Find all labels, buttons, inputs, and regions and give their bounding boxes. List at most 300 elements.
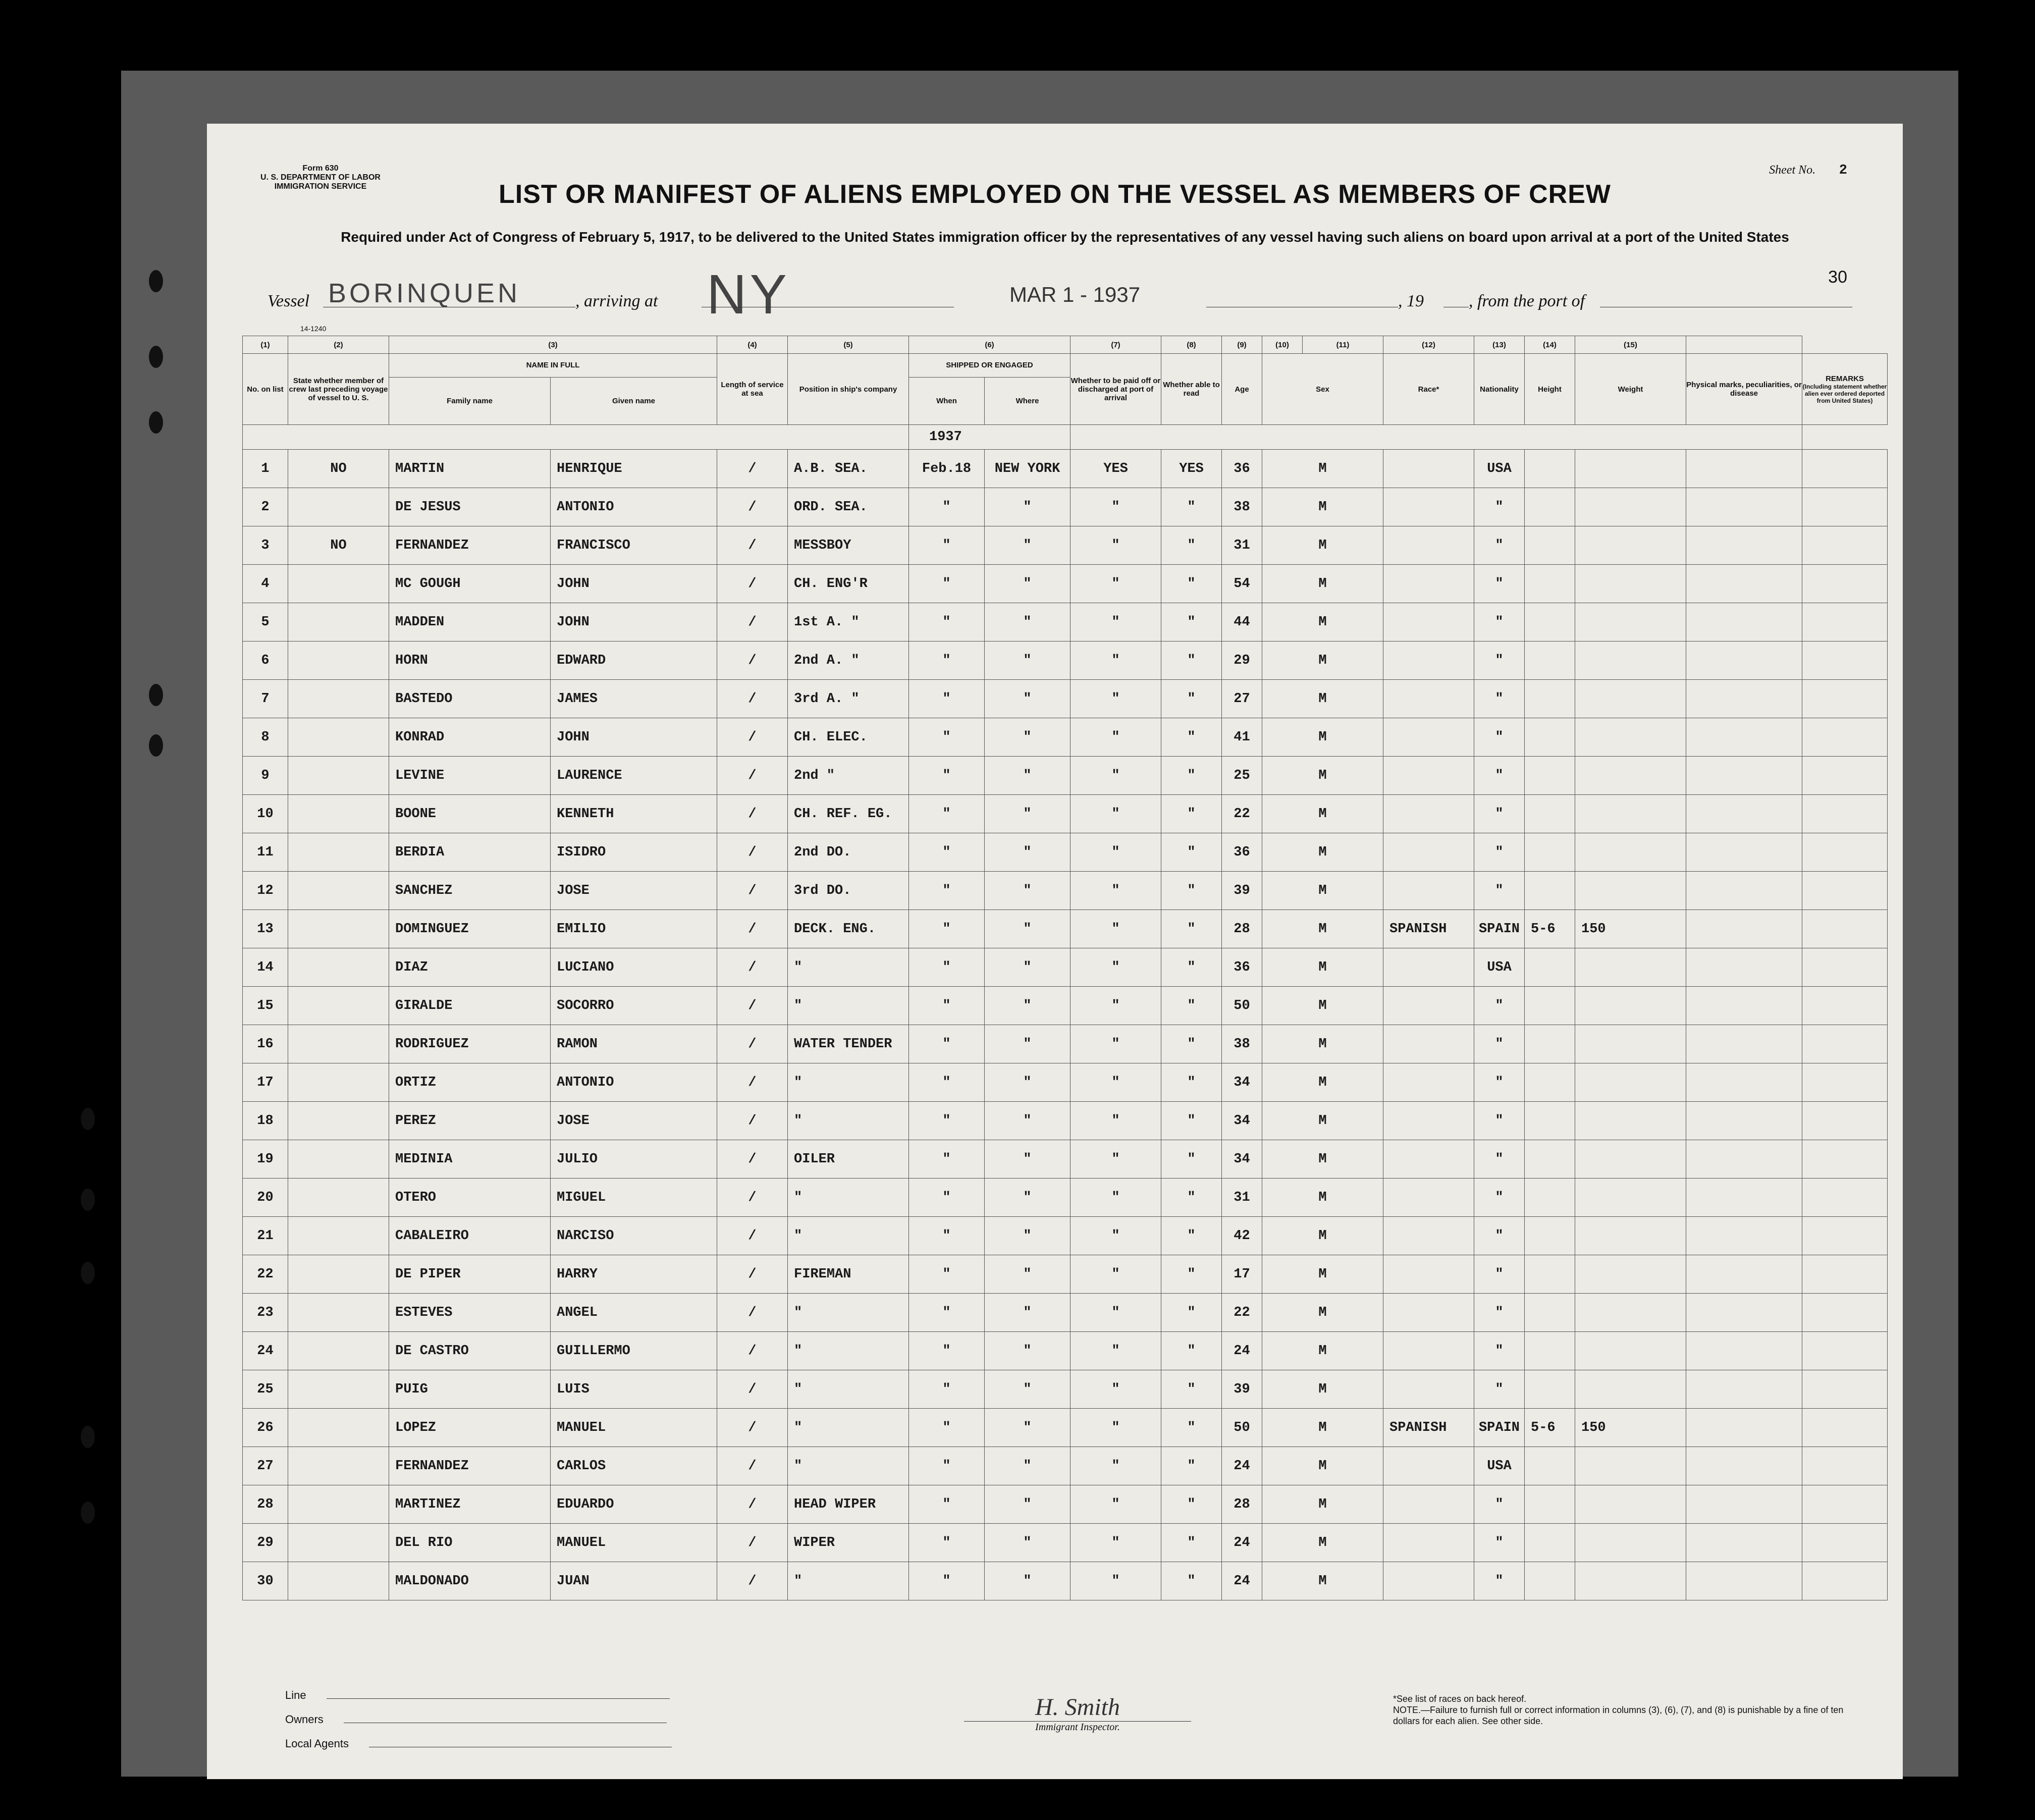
header-no-on-list: No. on list	[243, 354, 288, 425]
row-weight	[1575, 1255, 1686, 1294]
row-where: "	[985, 1294, 1070, 1332]
row-state: NO	[288, 450, 389, 488]
punch-hole	[81, 1426, 95, 1448]
row-family-name: MC GOUGH	[389, 565, 551, 603]
row-where: "	[985, 718, 1070, 757]
row-position: WIPER	[788, 1524, 909, 1562]
row-length-service: /	[717, 1562, 788, 1600]
row-weight	[1575, 1140, 1686, 1179]
row-able-read: "	[1161, 1294, 1222, 1332]
line-label: Line	[285, 1689, 306, 1701]
row-physical	[1686, 872, 1802, 910]
row-weight	[1575, 1102, 1686, 1140]
row-number: 26	[243, 1409, 288, 1447]
row-given-name: MANUEL	[551, 1524, 717, 1562]
row-physical	[1686, 526, 1802, 565]
col-num-1: (1)	[243, 336, 288, 354]
row-weight	[1575, 1447, 1686, 1485]
punch-hole	[149, 734, 163, 757]
row-given-name: GUILLERMO	[551, 1332, 717, 1370]
row-length-service: /	[717, 488, 788, 526]
row-length-service: /	[717, 718, 788, 757]
row-given-name: JOSE	[551, 1102, 717, 1140]
row-age: 22	[1222, 1294, 1262, 1332]
row-able-read: "	[1161, 872, 1222, 910]
row-remarks	[1802, 1447, 1888, 1485]
row-where: "	[985, 1179, 1070, 1217]
row-height: 5-6	[1525, 910, 1575, 948]
row-remarks	[1802, 1140, 1888, 1179]
row-weight	[1575, 1294, 1686, 1332]
table-row	[243, 910, 1888, 948]
row-remarks	[1802, 1562, 1888, 1600]
row-number: 5	[243, 603, 288, 641]
row-length-service: /	[717, 910, 788, 948]
row-position: "	[788, 1409, 909, 1447]
row-paid-off: "	[1070, 948, 1161, 987]
row-paid-off: "	[1070, 757, 1161, 795]
row-able-read: "	[1161, 718, 1222, 757]
row-height	[1525, 718, 1575, 757]
row-position: OILER	[788, 1140, 909, 1179]
row-height	[1525, 1255, 1575, 1294]
row-given-name: ANTONIO	[551, 488, 717, 526]
row-sex: M	[1262, 1140, 1383, 1179]
row-given-name: LUIS	[551, 1370, 717, 1409]
row-position: "	[788, 1217, 909, 1255]
row-remarks	[1802, 641, 1888, 680]
row-position: 2nd A. "	[788, 641, 909, 680]
row-nationality: "	[1474, 795, 1525, 833]
row-length-service: /	[717, 680, 788, 718]
row-age: 31	[1222, 1179, 1262, 1217]
row-race	[1383, 1332, 1474, 1370]
row-state	[288, 1332, 389, 1370]
row-when: "	[909, 488, 985, 526]
row-state	[288, 1562, 389, 1600]
row-where: NEW YORK	[985, 450, 1070, 488]
row-age: 24	[1222, 1447, 1262, 1485]
row-position: "	[788, 987, 909, 1025]
row-paid-off: "	[1070, 718, 1161, 757]
table-row	[243, 1025, 1888, 1063]
row-physical	[1686, 795, 1802, 833]
row-paid-off: "	[1070, 1562, 1161, 1600]
row-family-name: MARTIN	[389, 450, 551, 488]
row-age: 34	[1222, 1102, 1262, 1140]
row-height	[1525, 488, 1575, 526]
row-nationality: "	[1474, 1294, 1525, 1332]
row-sex: M	[1262, 1217, 1383, 1255]
row-able-read: "	[1161, 1102, 1222, 1140]
row-physical	[1686, 1294, 1802, 1332]
row-nationality: "	[1474, 1140, 1525, 1179]
row-physical	[1686, 1485, 1802, 1524]
row-where: "	[985, 1332, 1070, 1370]
row-length-service: /	[717, 795, 788, 833]
row-nationality: "	[1474, 526, 1525, 565]
row-physical	[1686, 1562, 1802, 1600]
row-physical	[1686, 1025, 1802, 1063]
row-age: 34	[1222, 1140, 1262, 1179]
row-weight	[1575, 795, 1686, 833]
row-age: 17	[1222, 1255, 1262, 1294]
row-physical	[1686, 1140, 1802, 1179]
row-state	[288, 603, 389, 641]
row-given-name: ISIDRO	[551, 833, 717, 872]
header-remarks	[1802, 354, 1888, 425]
row-race	[1383, 1140, 1474, 1179]
row-race	[1383, 1294, 1474, 1332]
row-where: "	[985, 872, 1070, 910]
row-height	[1525, 795, 1575, 833]
header-when: When	[909, 377, 985, 424]
table-row	[243, 757, 1888, 795]
row-weight	[1575, 603, 1686, 641]
row-sex: M	[1262, 1255, 1383, 1294]
row-weight	[1575, 680, 1686, 718]
row-position: "	[788, 948, 909, 987]
row-length-service: /	[717, 641, 788, 680]
row-family-name: MARTINEZ	[389, 1485, 551, 1524]
row-when: "	[909, 1179, 985, 1217]
header-where: Where	[985, 377, 1070, 424]
row-sex: M	[1262, 833, 1383, 872]
row-state	[288, 795, 389, 833]
row-number: 16	[243, 1025, 288, 1063]
row-paid-off: "	[1070, 1294, 1161, 1332]
row-where: "	[985, 833, 1070, 872]
date-stamp: MAR 1 - 1937	[1009, 283, 1141, 306]
row-paid-off: "	[1070, 1409, 1161, 1447]
row-height	[1525, 1485, 1575, 1524]
row-given-name: JUAN	[551, 1562, 717, 1600]
row-length-service: /	[717, 1524, 788, 1562]
row-paid-off: "	[1070, 1332, 1161, 1370]
row-when: "	[909, 1332, 985, 1370]
row-sex: M	[1262, 872, 1383, 910]
row-weight	[1575, 1217, 1686, 1255]
row-position: CH. ELEC.	[788, 718, 909, 757]
row-where: "	[985, 1025, 1070, 1063]
inspector-block	[964, 1693, 1191, 1733]
row-weight	[1575, 1485, 1686, 1524]
row-able-read: "	[1161, 488, 1222, 526]
row-given-name: CARLOS	[551, 1447, 717, 1485]
col-num-8: (8)	[1161, 336, 1222, 354]
table-row	[243, 1485, 1888, 1524]
row-paid-off: "	[1070, 1524, 1161, 1562]
row-remarks	[1802, 603, 1888, 641]
row-able-read: "	[1161, 948, 1222, 987]
row-nationality: "	[1474, 565, 1525, 603]
row-sex: M	[1262, 1447, 1383, 1485]
table-row	[243, 488, 1888, 526]
row-state	[288, 565, 389, 603]
row-nationality: "	[1474, 833, 1525, 872]
table-row	[243, 641, 1888, 680]
row-where: "	[985, 1217, 1070, 1255]
row-length-service: /	[717, 1255, 788, 1294]
page-title: LIST OR MANIFEST OF ALIENS EMPLOYED ON THE VESSEL AS MEMBERS OF CREW	[499, 180, 1611, 209]
row-length-service: /	[717, 987, 788, 1025]
row-position: CH. REF. EG.	[788, 795, 909, 833]
row-family-name: RODRIGUEZ	[389, 1025, 551, 1063]
row-state	[288, 641, 389, 680]
row-age: 36	[1222, 948, 1262, 987]
row-when: "	[909, 948, 985, 987]
row-height	[1525, 1025, 1575, 1063]
row-family-name: DE PIPER	[389, 1255, 551, 1294]
row-sex: M	[1262, 603, 1383, 641]
row-family-name: MEDINIA	[389, 1140, 551, 1179]
row-when: "	[909, 795, 985, 833]
header-age: Age	[1222, 354, 1262, 425]
row-where: "	[985, 1485, 1070, 1524]
row-position: 1st A. "	[788, 603, 909, 641]
row-when: "	[909, 910, 985, 948]
row-race	[1383, 1524, 1474, 1562]
row-race	[1383, 526, 1474, 565]
row-race	[1383, 872, 1474, 910]
row-race	[1383, 1370, 1474, 1409]
row-where: "	[985, 526, 1070, 565]
row-position: MESSBOY	[788, 526, 909, 565]
row-where: "	[985, 1447, 1070, 1485]
row-race	[1383, 1562, 1474, 1600]
col-num-14: (14)	[1525, 336, 1575, 354]
inspector-label: Immigrant Inspector.	[1035, 1722, 1120, 1733]
row-paid-off: "	[1070, 565, 1161, 603]
row-able-read: "	[1161, 526, 1222, 565]
row-remarks	[1802, 833, 1888, 872]
row-paid-off: "	[1070, 526, 1161, 565]
line-underline	[327, 1698, 670, 1699]
row-nationality: "	[1474, 680, 1525, 718]
row-state	[288, 1255, 389, 1294]
row-physical	[1686, 450, 1802, 488]
row-nationality: "	[1474, 1485, 1525, 1524]
row-number: 13	[243, 910, 288, 948]
row-length-service: /	[717, 833, 788, 872]
row-weight	[1575, 1562, 1686, 1600]
row-sex: M	[1262, 1063, 1383, 1102]
row-race	[1383, 1102, 1474, 1140]
row-position: 3rd A. "	[788, 680, 909, 718]
col-num-7: (7)	[1070, 336, 1161, 354]
row-height: 5-6	[1525, 1409, 1575, 1447]
row-given-name: ANGEL	[551, 1294, 717, 1332]
row-able-read: "	[1161, 1063, 1222, 1102]
row-position: FIREMAN	[788, 1255, 909, 1294]
row-sex: M	[1262, 1524, 1383, 1562]
row-nationality: "	[1474, 1063, 1525, 1102]
row-length-service: /	[717, 526, 788, 565]
row-number: 14	[243, 948, 288, 987]
col-num-2: (2)	[288, 336, 389, 354]
row-race: SPANISH	[1383, 910, 1474, 948]
table-row	[243, 1255, 1888, 1294]
row-physical	[1686, 833, 1802, 872]
row-given-name: NARCISO	[551, 1217, 717, 1255]
row-race: SPANISH	[1383, 1409, 1474, 1447]
row-where: "	[985, 1255, 1070, 1294]
row-paid-off: "	[1070, 1370, 1161, 1409]
row-age: 24	[1222, 1524, 1262, 1562]
row-state	[288, 1447, 389, 1485]
row-given-name: KENNETH	[551, 795, 717, 833]
row-family-name: SANCHEZ	[389, 872, 551, 910]
row-sex: M	[1262, 795, 1383, 833]
row-family-name: BASTEDO	[389, 680, 551, 718]
row-age: 50	[1222, 1409, 1262, 1447]
punch-hole	[149, 270, 163, 292]
row-family-name: OTERO	[389, 1179, 551, 1217]
row-paid-off: "	[1070, 1255, 1161, 1294]
row-paid-off: "	[1070, 910, 1161, 948]
row-when: "	[909, 833, 985, 872]
row-age: 24	[1222, 1332, 1262, 1370]
row-number: 22	[243, 1255, 288, 1294]
col-num-12: (12)	[1383, 336, 1474, 354]
row-age: 44	[1222, 603, 1262, 641]
row-state: NO	[288, 526, 389, 565]
row-physical	[1686, 718, 1802, 757]
header-race: Race*	[1383, 354, 1474, 425]
page-number: 30	[1828, 267, 1847, 287]
row-age: 27	[1222, 680, 1262, 718]
row-family-name: HORN	[389, 641, 551, 680]
row-weight	[1575, 1179, 1686, 1217]
row-weight	[1575, 450, 1686, 488]
row-sex: M	[1262, 1485, 1383, 1524]
punch-hole	[81, 1108, 95, 1130]
row-position: "	[788, 1447, 909, 1485]
row-number: 21	[243, 1217, 288, 1255]
row-able-read: "	[1161, 1179, 1222, 1217]
table-row	[243, 680, 1888, 718]
row-when: "	[909, 1063, 985, 1102]
row-number: 19	[243, 1140, 288, 1179]
col-num-5: (5)	[788, 336, 909, 354]
row-race	[1383, 680, 1474, 718]
row-where: "	[985, 1102, 1070, 1140]
header-sex: Sex	[1262, 354, 1383, 425]
table-row	[243, 987, 1888, 1025]
row-when: "	[909, 1294, 985, 1332]
row-race	[1383, 1447, 1474, 1485]
row-height	[1525, 565, 1575, 603]
row-number: 3	[243, 526, 288, 565]
row-state	[288, 1179, 389, 1217]
row-given-name: EDWARD	[551, 641, 717, 680]
row-race	[1383, 488, 1474, 526]
row-position: HEAD WIPER	[788, 1485, 909, 1524]
row-able-read: "	[1161, 1025, 1222, 1063]
row-physical	[1686, 488, 1802, 526]
row-family-name: PUIG	[389, 1370, 551, 1409]
row-physical	[1686, 1217, 1802, 1255]
row-family-name: FERNANDEZ	[389, 1447, 551, 1485]
row-family-name: PEREZ	[389, 1102, 551, 1140]
row-physical	[1686, 1255, 1802, 1294]
row-height	[1525, 1524, 1575, 1562]
row-paid-off: "	[1070, 1025, 1161, 1063]
row-nationality: "	[1474, 1524, 1525, 1562]
table-row	[243, 1409, 1888, 1447]
row-length-service: /	[717, 603, 788, 641]
punch-hole	[149, 346, 163, 368]
service: IMMIGRATION SERVICE	[274, 182, 367, 191]
row-when: Feb.18	[909, 450, 985, 488]
row-physical	[1686, 565, 1802, 603]
row-when: "	[909, 565, 985, 603]
row-race	[1383, 1179, 1474, 1217]
row-length-service: /	[717, 1102, 788, 1140]
row-remarks	[1802, 526, 1888, 565]
row-where: "	[985, 680, 1070, 718]
row-remarks	[1802, 1524, 1888, 1562]
row-race	[1383, 1025, 1474, 1063]
row-state	[288, 1025, 389, 1063]
row-physical	[1686, 1063, 1802, 1102]
row-paid-off: "	[1070, 1063, 1161, 1102]
row-given-name: HENRIQUE	[551, 450, 717, 488]
row-given-name: JAMES	[551, 680, 717, 718]
row-weight	[1575, 526, 1686, 565]
row-paid-off: "	[1070, 1447, 1161, 1485]
row-state	[288, 1485, 389, 1524]
row-when: "	[909, 1255, 985, 1294]
row-nationality: SPAIN	[1474, 910, 1525, 948]
agents-label: Local Agents	[285, 1737, 349, 1750]
row-when: "	[909, 1562, 985, 1600]
row-remarks	[1802, 910, 1888, 948]
year-label: , 19	[1398, 292, 1424, 310]
row-weight	[1575, 565, 1686, 603]
row-paid-off: YES	[1070, 450, 1161, 488]
row-paid-off: "	[1070, 1102, 1161, 1140]
row-where: "	[985, 1409, 1070, 1447]
header-position: Position in ship's company	[788, 354, 909, 425]
row-number: 1	[243, 450, 288, 488]
row-remarks	[1802, 1485, 1888, 1524]
row-state	[288, 1063, 389, 1102]
row-where: "	[985, 948, 1070, 987]
row-weight	[1575, 1524, 1686, 1562]
row-where: "	[985, 1524, 1070, 1562]
table-row	[243, 450, 1888, 488]
row-height	[1525, 757, 1575, 795]
row-length-service: /	[717, 1140, 788, 1179]
row-able-read: YES	[1161, 450, 1222, 488]
col-num-11: (11)	[1303, 336, 1383, 354]
row-family-name: MADDEN	[389, 603, 551, 641]
row-sex: M	[1262, 987, 1383, 1025]
col-num-16	[1686, 336, 1802, 354]
row-when: "	[909, 1370, 985, 1409]
arriving-port: NY	[707, 263, 790, 326]
row-physical	[1686, 1179, 1802, 1217]
row-paid-off: "	[1070, 1179, 1161, 1217]
row-state	[288, 1102, 389, 1140]
row-race	[1383, 1217, 1474, 1255]
row-family-name: CABALEIRO	[389, 1217, 551, 1255]
row-weight	[1575, 1025, 1686, 1063]
row-nationality: "	[1474, 872, 1525, 910]
col-num-9: (9)	[1222, 336, 1262, 354]
row-weight	[1575, 987, 1686, 1025]
